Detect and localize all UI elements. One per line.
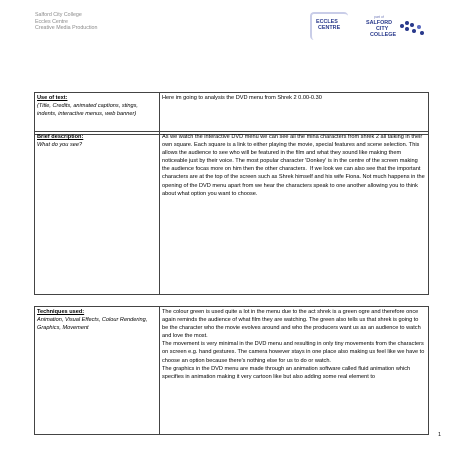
centre-name: Eccles Centre [35, 18, 68, 25]
techniques-used-table [34, 306, 429, 435]
salford-city-college-logo [356, 10, 426, 42]
brief-description-table [34, 131, 429, 295]
brief-description-label-cell [35, 132, 160, 295]
salford-logo-line3: COLLEGE [370, 32, 397, 38]
brief-description-title: Brief description: [37, 134, 84, 140]
logos [300, 10, 428, 44]
use-of-text-label-cell [35, 93, 160, 135]
brief-description-subtitle: What do you see? [37, 142, 83, 149]
brief-description-content-cell [160, 132, 429, 295]
techniques-used-subtitle: Animation, Visual Effects, Colour Rendering, Graphics, Movement [37, 317, 148, 332]
college-header [35, 12, 97, 32]
techniques-used-title: Techniques used: [37, 309, 85, 315]
brief-description-body: As we watch the interactive DVD menu we can see all the mina characters from shrek 2 all talking in their own square. Each square is a link to either playing the movie, special features and scene selection. This allows the audience to see who will be featured in the film and what they sound like making them noticeable just by their voice. The most popular character 'Donkey' is in the centre of the screen making the audience focas more on him then the other characters. If we look we can also see that the important characters are at the top of the screen such as Shrek himself and his wife Fiona. Not much happens in the opening of the DVD menu apart from we hear the characters speak to one another allowing you to think about what option you want to choose. [162, 134, 427, 197]
salford-logo-line2: CITY [376, 26, 389, 32]
use-of-text-body: Here im going to analysis the DVD menu from Shrek 2 0.00-0.30 [162, 95, 322, 101]
use-of-text-title: Use of text: [37, 95, 68, 101]
techniques-used-content-cell [160, 307, 429, 435]
page-number: 1 [438, 432, 442, 438]
techniques-used-label-cell [35, 307, 160, 435]
eccles-centre-logo [310, 10, 348, 40]
eccles-logo-line2: CENTRE [318, 25, 341, 31]
use-of-text-table [34, 92, 429, 135]
department-name: Creative Media Production [35, 25, 98, 32]
techniques-used-body: The colour green is used quite a lot in the menu due to the act shrek is a green ogre and therefore once again reminds the audience of what film they are watching. The green also tells us that shrek is going to be the character who the movie evolves around and who the producers want us as an audience to watch and love the most. The movement is very minimal in the DVD menu and resulting in only tiny movements from the characters on screen e.g. hand gestures. The camera however stays in one place also making us feel like we have to choose an option because there's nothing else for us to do or watch. The graphics in the DVD menu are made through an animation software called fluid animation which specifies in animation making it very cartoon like but also adding some real element to [162, 309, 425, 380]
salford-logo-line1: SALFORD [366, 20, 393, 26]
salford-logo-part-of: part of [374, 15, 384, 19]
eccles-logo-line1: ECCLES [316, 19, 338, 25]
college-name: Salford City College [35, 12, 82, 18]
use-of-text-subtitle: (Title, Credits, animated captions, stings, indents, interactive menus, web banner) [37, 103, 138, 118]
use-of-text-content-cell [160, 93, 429, 135]
